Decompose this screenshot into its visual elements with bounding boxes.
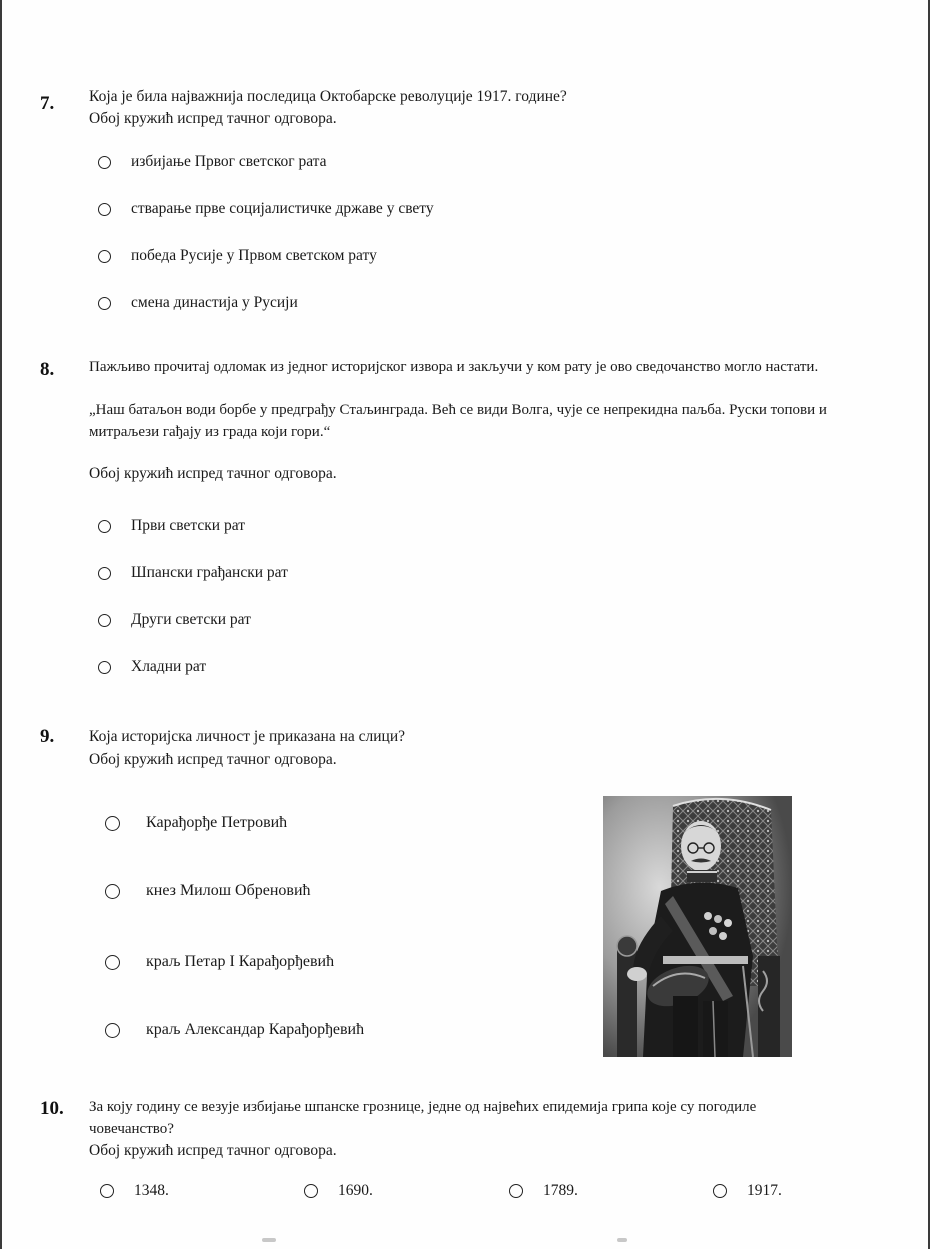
q9-option-3-label: краљ Петар I Карађорђевић xyxy=(146,953,335,970)
question-9-instruction: Обој кружић испред тачног одговора. xyxy=(89,751,337,768)
q9-option-4-label: краљ Александар Карађорђевић xyxy=(146,1021,365,1038)
q8-option-1[interactable] xyxy=(98,517,245,535)
q7-option-2-label: стварање прве социјалистичке државе у свету xyxy=(131,200,434,217)
radio-circle-icon[interactable] xyxy=(105,1023,120,1038)
question-7-instruction: Обој кружић испред тачног одговора. xyxy=(89,110,337,127)
q7-option-2[interactable] xyxy=(98,200,434,218)
question-8-quote-line-1: „Наш батаљон води борбе у предграђу Стаљинграда. Већ се види Волга, чује се непрекидна паљба. Руски топови и xyxy=(89,402,827,418)
page-border-left xyxy=(0,0,2,1249)
q8-option-3-label: Други светски рат xyxy=(131,611,251,628)
radio-circle-icon[interactable] xyxy=(100,1184,114,1198)
question-7-number: 7. xyxy=(40,93,55,114)
scan-artifact xyxy=(262,1238,276,1242)
radio-circle-icon[interactable] xyxy=(713,1184,727,1198)
q9-option-4[interactable] xyxy=(105,1021,364,1039)
radio-circle-icon[interactable] xyxy=(304,1184,318,1198)
q9-option-1[interactable] xyxy=(105,814,287,832)
radio-circle-icon[interactable] xyxy=(98,250,111,263)
question-8-text: Пажљиво прочитај одломак из једног историјског извора и закључи у ком рату је ово сведочанство могло настати. xyxy=(89,359,819,375)
q10-option-4-label: 1917. xyxy=(747,1182,782,1199)
q9-option-2-label: кнез Милош Обреновић xyxy=(146,882,311,899)
radio-circle-icon[interactable] xyxy=(105,955,120,970)
q7-option-1-label: избијање Првог светског рата xyxy=(131,153,327,170)
radio-circle-icon[interactable] xyxy=(509,1184,523,1198)
q9-option-1-label: Карађорђе Петровић xyxy=(146,814,288,831)
radio-circle-icon[interactable] xyxy=(98,614,111,627)
q9-option-3[interactable] xyxy=(105,953,334,971)
radio-circle-icon[interactable] xyxy=(105,884,120,899)
radio-circle-icon[interactable] xyxy=(98,567,111,580)
q9-option-2[interactable] xyxy=(105,882,311,900)
question-8-number: 8. xyxy=(40,359,55,380)
radio-circle-icon[interactable] xyxy=(105,816,120,831)
q10-option-2-label: 1690. xyxy=(338,1182,373,1199)
question-8-quote-line-2: митраљези гађају из града који гори.“ xyxy=(89,424,331,440)
q10-option-4[interactable] xyxy=(713,1182,782,1200)
scan-artifact xyxy=(617,1238,627,1242)
q8-option-3[interactable] xyxy=(98,611,251,629)
q7-option-3-label: победа Русије у Првом светском рату xyxy=(131,247,377,264)
q8-option-1-label: Први светски рат xyxy=(131,517,245,534)
q8-option-4-label: Хладни рат xyxy=(131,658,207,675)
q10-option-2[interactable] xyxy=(304,1182,373,1200)
q7-option-4[interactable] xyxy=(98,294,298,312)
question-10-number: 10. xyxy=(40,1098,64,1119)
question-8-instruction: Обој кружић испред тачног одговора. xyxy=(89,465,337,482)
q7-option-3[interactable] xyxy=(98,247,377,265)
question-7-text: Која је била најважнија последица Октобарске револуције 1917. године? xyxy=(89,88,567,105)
q10-option-1[interactable] xyxy=(100,1182,169,1200)
question-9-number: 9. xyxy=(40,726,55,747)
radio-circle-icon[interactable] xyxy=(98,661,111,674)
question-9-text: Која историјска личност је приказана на слици? xyxy=(89,728,405,745)
question-10-text-line-2: човечанство? xyxy=(89,1121,174,1137)
radio-circle-icon[interactable] xyxy=(98,203,111,216)
question-10-text-line-1: За коју годину се везује избијање шпанске грознице, једне од највећих епидемија грипа које су погодиле xyxy=(89,1099,757,1115)
q8-option-2[interactable] xyxy=(98,564,288,582)
radio-circle-icon[interactable] xyxy=(98,156,111,169)
q10-option-3-label: 1789. xyxy=(543,1182,578,1199)
q7-option-4-label: смена династија у Русији xyxy=(131,294,298,311)
q8-option-2-label: Шпански грађански рат xyxy=(131,564,288,581)
q8-option-4[interactable] xyxy=(98,658,206,676)
question-10-instruction: Обој кружић испред тачног одговора. xyxy=(89,1142,337,1159)
radio-circle-icon[interactable] xyxy=(98,297,111,310)
q10-option-3[interactable] xyxy=(509,1182,578,1200)
historical-portrait-photo xyxy=(603,796,792,1057)
q7-option-1[interactable] xyxy=(98,153,327,171)
q10-option-1-label: 1348. xyxy=(134,1182,169,1199)
radio-circle-icon[interactable] xyxy=(98,520,111,533)
